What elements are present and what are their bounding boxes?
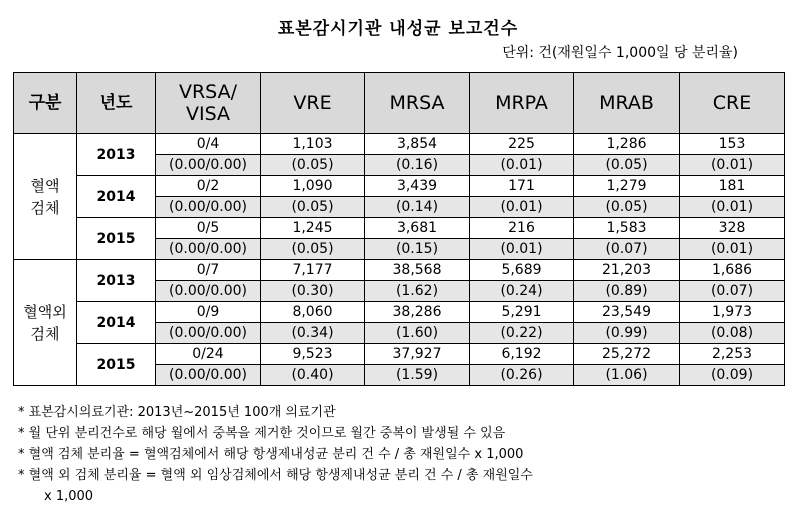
group-label-line1: 혈액 [30,176,60,195]
count-cell: 7,177 [261,260,365,281]
footnote: * 혈액 외 검체 분리율 = 혈액 외 임상검체에서 해당 항생제내성균 분리 건 수 / 총 재원일수 [18,468,533,483]
rate-cell: (0.07) [680,281,785,302]
table-row [14,260,785,281]
count-cell: 6,192 [470,344,574,365]
header-mrab: MRAB [574,73,680,134]
count-cell: 1,279 [574,176,680,197]
group-label-line2: 검체 [30,198,60,217]
rate-cell: (0.05) [574,155,680,176]
table-title: 표본감시기관 내성균 보고건수 [277,19,519,39]
count-cell: 3,681 [365,218,470,239]
rate-cell: (0.26) [470,365,574,386]
table-row [14,218,785,239]
rate-cell: (1.06) [574,365,680,386]
year-cell: 2013 [77,260,156,302]
footnote: * 표본감시의료기관: 2013년~2015년 100개 의료기관 [18,405,336,420]
group-label-non-blood [14,260,77,386]
footnote: * 월 단위 분리건수로 해당 월에서 중복을 제거한 것이므로 월간 중복이 발생될 수 있음 [18,426,506,441]
rate-cell: (0.40) [261,365,365,386]
count-cell: 1,973 [680,302,785,323]
footnote: * 혈액 검체 분리율 = 혈액검체에서 해당 항생제내성균 분리 건 수 / 총 재원일수 x 1,000 [18,447,524,462]
rate-cell: (0.07) [574,239,680,260]
count-cell: 21,203 [574,260,680,281]
group-label-line2: 검체 [30,324,60,343]
year-cell: 2015 [77,218,156,260]
rate-cell: (0.89) [574,281,680,302]
rate-cell: (0.01) [470,197,574,218]
rate-cell: (0.24) [470,281,574,302]
rate-cell: (0.00/0.00) [156,197,261,218]
unit-label: 단위: 건(재원일수 1,000일 당 분리율) [502,45,738,61]
count-cell: 1,583 [574,218,680,239]
count-cell: 0/2 [156,176,261,197]
header-vrsa-line1: VRSA/ [178,81,237,103]
rate-cell: (0.99) [574,323,680,344]
rate-cell: (0.01) [680,197,785,218]
header-cre: CRE [680,73,785,134]
rate-cell: (0.22) [470,323,574,344]
rate-cell: (0.09) [680,365,785,386]
count-cell: 3,854 [365,134,470,155]
rate-cell: (0.05) [261,197,365,218]
group-label-line1: 혈액외 [23,302,67,321]
rate-cell: (0.01) [680,239,785,260]
count-cell: 38,568 [365,260,470,281]
header-mrsa: MRSA [365,73,470,134]
rate-cell: (0.34) [261,323,365,344]
header-row [14,73,785,134]
table-row [14,344,785,365]
rate-cell: (1.60) [365,323,470,344]
rate-cell: (0.01) [470,155,574,176]
count-cell: 181 [680,176,785,197]
group-label-blood [14,134,77,260]
rate-cell: (0.05) [574,197,680,218]
count-cell: 3,439 [365,176,470,197]
rate-cell: (0.16) [365,155,470,176]
table-row [14,302,785,323]
count-cell: 0/9 [156,302,261,323]
count-cell: 171 [470,176,574,197]
rate-cell: (0.15) [365,239,470,260]
table-row [14,134,785,155]
year-cell: 2015 [77,344,156,386]
count-cell: 0/4 [156,134,261,155]
count-cell: 225 [470,134,574,155]
count-cell: 9,523 [261,344,365,365]
rate-cell: (0.01) [680,155,785,176]
count-cell: 216 [470,218,574,239]
rate-cell: (0.00/0.00) [156,239,261,260]
count-cell: 1,245 [261,218,365,239]
count-cell: 5,291 [470,302,574,323]
rate-cell: (0.00/0.00) [156,155,261,176]
rate-cell: (1.62) [365,281,470,302]
count-cell: 1,286 [574,134,680,155]
rate-cell: (0.08) [680,323,785,344]
header-year: 년도 [77,73,156,134]
count-cell: 25,272 [574,344,680,365]
header-vrsa-visa [156,73,261,134]
year-cell: 2014 [77,302,156,344]
year-cell: 2014 [77,176,156,218]
count-cell: 0/7 [156,260,261,281]
count-cell: 2,253 [680,344,785,365]
rate-cell: (0.05) [261,155,365,176]
count-cell: 1,103 [261,134,365,155]
count-cell: 328 [680,218,785,239]
count-cell: 0/5 [156,218,261,239]
rate-cell: (0.14) [365,197,470,218]
count-cell: 0/24 [156,344,261,365]
rate-cell: (0.00/0.00) [156,365,261,386]
count-cell: 23,549 [574,302,680,323]
header-mrpa: MRPA [470,73,574,134]
footnote-continuation: x 1,000 [44,489,94,504]
header-vrsa-line2: VISA [185,103,230,125]
rate-cell: (0.01) [470,239,574,260]
count-cell: 5,689 [470,260,574,281]
header-category: 구분 [14,73,77,134]
count-cell: 37,927 [365,344,470,365]
count-cell: 8,060 [261,302,365,323]
count-cell: 38,286 [365,302,470,323]
count-cell: 153 [680,134,785,155]
year-cell: 2013 [77,134,156,176]
rate-cell: (0.00/0.00) [156,281,261,302]
rate-cell: (1.59) [365,365,470,386]
table-row [14,176,785,197]
rate-cell: (0.30) [261,281,365,302]
count-cell: 1,686 [680,260,785,281]
rate-cell: (0.05) [261,239,365,260]
resistance-report-table [13,72,785,386]
header-vre: VRE [261,73,365,134]
count-cell: 1,090 [261,176,365,197]
footnotes [18,402,533,507]
rate-cell: (0.00/0.00) [156,323,261,344]
